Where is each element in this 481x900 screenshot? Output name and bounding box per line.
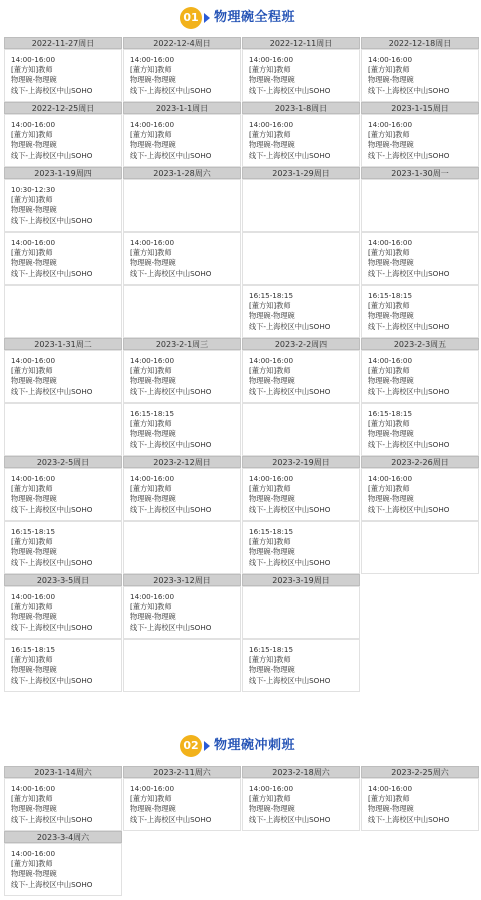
slot-course: 物理碗-物理碗: [249, 311, 295, 321]
empty-slot: [242, 179, 360, 232]
date-header: 2023-2-3周五: [361, 338, 479, 350]
slot-location: 线下-上海校区中山SOHO: [368, 321, 450, 331]
slot-details: [249, 474, 330, 515]
section-title-text: 物理碗冲刺班: [214, 738, 296, 753]
slot-course: 物理碗-物理碗: [249, 140, 295, 150]
class-slot: [242, 350, 360, 403]
slot-location: 线下-上海校区中山SOHO: [130, 268, 212, 278]
slot-course: 物理碗-物理碗: [11, 376, 57, 386]
class-slot: [4, 843, 122, 896]
class-slot: [361, 232, 479, 285]
slot-time: 16:15-18:15: [249, 645, 294, 654]
slot-time: 14:00-16:00: [11, 120, 56, 129]
slot-details: [368, 291, 449, 332]
slot-time: 14:00-16:00: [130, 120, 175, 129]
class-slot: [361, 778, 479, 831]
slot-course: 物理碗-物理碗: [249, 665, 295, 675]
slot-time: 16:15-18:15: [368, 291, 413, 300]
slot-course: 物理碗-物理碗: [11, 140, 57, 150]
slot-teacher: [董方知]教师: [130, 794, 172, 804]
slot-location: 线下-上海校区中山SOHO: [11, 150, 93, 160]
class-slot: [242, 49, 360, 102]
slot-teacher: [董方知]教师: [130, 248, 172, 258]
class-slot: [123, 586, 241, 639]
play-arrow-icon: [204, 741, 210, 751]
slot-location: 线下-上海校区中山SOHO: [11, 85, 93, 95]
date-header: 2023-1-15周日: [361, 102, 479, 114]
slot-teacher: [董方知]教师: [249, 484, 291, 494]
slot-details: [11, 849, 92, 890]
slot-teacher: [董方知]教师: [130, 419, 172, 429]
class-slot: [242, 521, 360, 574]
date-header: 2023-2-11周六: [123, 766, 241, 778]
date-header: 2022-12-4周日: [123, 37, 241, 49]
slot-location: 线下-上海校区中山SOHO: [130, 504, 212, 514]
class-slot: [242, 778, 360, 831]
slot-location: 线下-上海校区中山SOHO: [11, 879, 93, 889]
slot-course: 物理碗-物理碗: [130, 494, 176, 504]
class-slot: [242, 639, 360, 692]
empty-slot: [242, 232, 360, 285]
slot-course: 物理碗-物理碗: [368, 311, 414, 321]
slot-teacher: [董方知]教师: [130, 602, 172, 612]
slot-location: 线下-上海校区中山SOHO: [11, 215, 93, 225]
date-header: 2023-2-25周六: [361, 766, 479, 778]
slot-course: 物理碗-物理碗: [11, 665, 57, 675]
slot-location: 线下-上海校区中山SOHO: [249, 321, 331, 331]
slot-details: [11, 527, 92, 568]
slot-time: 14:00-16:00: [368, 784, 413, 793]
slot-details: [249, 527, 330, 568]
section-number-badge: 02: [180, 735, 202, 757]
slot-time: 14:00-16:00: [11, 238, 56, 247]
slot-location: 线下-上海校区中山SOHO: [11, 557, 93, 567]
class-slot: [4, 586, 122, 639]
slot-teacher: [董方知]教师: [249, 366, 291, 376]
date-header: 2023-3-12周日: [123, 574, 241, 586]
date-header: 2023-2-1周三: [123, 338, 241, 350]
class-slot: [4, 468, 122, 521]
slot-details: [130, 238, 211, 279]
class-slot: [361, 403, 479, 456]
slot-location: 线下-上海校区中山SOHO: [368, 386, 450, 396]
class-slot: [361, 285, 479, 338]
slot-details: [368, 356, 449, 397]
slot-time: 14:00-16:00: [130, 238, 175, 247]
slot-location: 线下-上海校区中山SOHO: [368, 150, 450, 160]
slot-time: 16:15-18:15: [11, 645, 56, 654]
slot-time: 14:00-16:00: [11, 55, 56, 64]
slot-course: 物理碗-物理碗: [11, 205, 57, 215]
date-header: 2023-1-29周日: [242, 167, 360, 179]
slot-course: 物理碗-物理碗: [130, 258, 176, 268]
empty-slot: [123, 285, 241, 338]
slot-details: [130, 55, 211, 96]
slot-time: 10:30-12:30: [11, 185, 56, 194]
slot-course: 物理碗-物理碗: [249, 547, 295, 557]
class-slot: [123, 350, 241, 403]
slot-details: [11, 238, 92, 279]
slot-course: 物理碗-物理碗: [368, 804, 414, 814]
class-slot: [4, 49, 122, 102]
slot-location: 线下-上海校区中山SOHO: [11, 675, 93, 685]
slot-course: 物理碗-物理碗: [130, 75, 176, 85]
slot-details: [368, 238, 449, 279]
date-header: 2022-11-27周日: [4, 37, 122, 49]
slot-teacher: [董方知]教师: [249, 655, 291, 665]
date-header: 2023-1-28周六: [123, 167, 241, 179]
slot-location: 线下-上海校区中山SOHO: [130, 814, 212, 824]
slot-teacher: [董方知]教师: [11, 859, 53, 869]
class-slot: [4, 232, 122, 285]
slot-course: 物理碗-物理碗: [11, 612, 57, 622]
date-header: 2023-2-26周日: [361, 456, 479, 468]
slot-location: 线下-上海校区中山SOHO: [249, 814, 331, 824]
slot-teacher: [董方知]教师: [130, 65, 172, 75]
slot-time: 14:00-16:00: [130, 474, 175, 483]
empty-slot: [4, 403, 122, 456]
date-header: 2023-2-12周日: [123, 456, 241, 468]
slot-course: 物理碗-物理碗: [368, 258, 414, 268]
date-header: 2023-2-18周六: [242, 766, 360, 778]
slot-time: 14:00-16:00: [11, 849, 56, 858]
class-slot: [242, 468, 360, 521]
slot-teacher: [董方知]教师: [368, 484, 410, 494]
slot-details: [11, 592, 92, 633]
class-slot: [123, 468, 241, 521]
slot-details: [368, 474, 449, 515]
date-header: 2022-12-11周日: [242, 37, 360, 49]
slot-location: 线下-上海校区中山SOHO: [130, 622, 212, 632]
slot-location: 线下-上海校区中山SOHO: [130, 386, 212, 396]
slot-details: [11, 645, 92, 686]
slot-details: [11, 55, 92, 96]
slot-details: [368, 409, 449, 450]
date-header: 2023-3-5周日: [4, 574, 122, 586]
slot-location: 线下-上海校区中山SOHO: [368, 268, 450, 278]
slot-teacher: [董方知]教师: [368, 366, 410, 376]
slot-details: [368, 784, 449, 825]
slot-time: 14:00-16:00: [249, 784, 294, 793]
slot-teacher: [董方知]教师: [368, 65, 410, 75]
slot-time: 14:00-16:00: [368, 55, 413, 64]
class-slot: [123, 49, 241, 102]
slot-teacher: [董方知]教师: [11, 366, 53, 376]
empty-slot: [242, 403, 360, 456]
empty-slot: [123, 639, 241, 692]
empty-slot: [361, 521, 479, 574]
slot-location: 线下-上海校区中山SOHO: [11, 814, 93, 824]
slot-teacher: [董方知]教师: [11, 65, 53, 75]
slot-details: [130, 592, 211, 633]
slot-time: 14:00-16:00: [249, 474, 294, 483]
slot-details: [249, 784, 330, 825]
slot-teacher: [董方知]教师: [249, 130, 291, 140]
date-header: 2023-2-5周日: [4, 456, 122, 468]
section-title: [0, 7, 481, 29]
slot-time: 14:00-16:00: [249, 356, 294, 365]
slot-time: 14:00-16:00: [11, 474, 56, 483]
slot-course: 物理碗-物理碗: [368, 140, 414, 150]
empty-slot: [361, 179, 479, 232]
slot-location: 线下-上海校区中山SOHO: [130, 150, 212, 160]
class-slot: [4, 350, 122, 403]
date-header: 2023-1-30周一: [361, 167, 479, 179]
slot-details: [249, 120, 330, 161]
slot-teacher: [董方知]教师: [249, 301, 291, 311]
slot-details: [130, 409, 211, 450]
slot-teacher: [董方知]教师: [249, 537, 291, 547]
slot-course: 物理碗-物理碗: [249, 494, 295, 504]
slot-location: 线下-上海校区中山SOHO: [368, 85, 450, 95]
slot-time: 16:15-18:15: [368, 409, 413, 418]
class-slot: [123, 403, 241, 456]
class-slot: [4, 778, 122, 831]
slot-course: 物理碗-物理碗: [130, 376, 176, 386]
slot-teacher: [董方知]教师: [11, 195, 53, 205]
slot-teacher: [董方知]教师: [11, 484, 53, 494]
slot-teacher: [董方知]教师: [11, 655, 53, 665]
slot-time: 14:00-16:00: [130, 784, 175, 793]
class-slot: [4, 179, 122, 232]
slot-details: [249, 55, 330, 96]
empty-slot: [242, 586, 360, 639]
slot-details: [11, 474, 92, 515]
class-slot: [123, 778, 241, 831]
slot-course: 物理碗-物理碗: [130, 429, 176, 439]
slot-teacher: [董方知]教师: [11, 794, 53, 804]
slot-time: 14:00-16:00: [11, 592, 56, 601]
date-header: 2023-1-14周六: [4, 766, 122, 778]
slot-time: 14:00-16:00: [249, 55, 294, 64]
date-header: 2023-2-2周四: [242, 338, 360, 350]
class-slot: [242, 285, 360, 338]
slot-teacher: [董方知]教师: [11, 537, 53, 547]
slot-time: 16:15-18:15: [249, 527, 294, 536]
date-header: 2023-2-19周日: [242, 456, 360, 468]
section-title-text: 物理碗全程班: [214, 10, 296, 25]
slot-location: 线下-上海校区中山SOHO: [11, 386, 93, 396]
slot-course: 物理碗-物理碗: [249, 376, 295, 386]
section-number-badge: 01: [180, 7, 202, 29]
slot-time: 16:15-18:15: [11, 527, 56, 536]
empty-slot: [123, 179, 241, 232]
class-slot: [361, 114, 479, 167]
slot-course: 物理碗-物理碗: [368, 75, 414, 85]
slot-time: 16:15-18:15: [249, 291, 294, 300]
slot-time: 16:15-18:15: [130, 409, 175, 418]
play-arrow-icon: [204, 13, 210, 23]
slot-course: 物理碗-物理碗: [11, 494, 57, 504]
class-slot: [361, 468, 479, 521]
slot-teacher: [董方知]教师: [11, 602, 53, 612]
class-slot: [242, 114, 360, 167]
slot-course: 物理碗-物理碗: [130, 804, 176, 814]
class-slot: [4, 639, 122, 692]
slot-location: 线下-上海校区中山SOHO: [249, 85, 331, 95]
slot-time: 14:00-16:00: [368, 474, 413, 483]
slot-course: 物理碗-物理碗: [368, 376, 414, 386]
slot-details: [130, 356, 211, 397]
slot-course: 物理碗-物理碗: [249, 804, 295, 814]
slot-course: 物理碗-物理碗: [130, 612, 176, 622]
slot-course: 物理碗-物理碗: [368, 494, 414, 504]
slot-time: 14:00-16:00: [130, 356, 175, 365]
slot-location: 线下-上海校区中山SOHO: [11, 268, 93, 278]
slot-details: [11, 120, 92, 161]
slot-teacher: [董方知]教师: [368, 794, 410, 804]
slot-details: [368, 55, 449, 96]
slot-course: 物理碗-物理碗: [11, 804, 57, 814]
slot-teacher: [董方知]教师: [368, 130, 410, 140]
slot-location: 线下-上海校区中山SOHO: [11, 622, 93, 632]
slot-details: [249, 291, 330, 332]
slot-details: [130, 474, 211, 515]
slot-time: 14:00-16:00: [11, 784, 56, 793]
slot-course: 物理碗-物理碗: [130, 140, 176, 150]
slot-teacher: [董方知]教师: [11, 130, 53, 140]
date-header: 2023-1-1周日: [123, 102, 241, 114]
slot-course: 物理碗-物理碗: [249, 75, 295, 85]
class-slot: [4, 521, 122, 574]
slot-time: 14:00-16:00: [11, 356, 56, 365]
slot-course: 物理碗-物理碗: [368, 429, 414, 439]
slot-location: 线下-上海校区中山SOHO: [249, 150, 331, 160]
slot-time: 14:00-16:00: [368, 356, 413, 365]
section-title: [0, 735, 481, 757]
slot-time: 14:00-16:00: [130, 592, 175, 601]
date-header: 2023-3-4周六: [4, 831, 122, 843]
slot-location: 线下-上海校区中山SOHO: [130, 85, 212, 95]
slot-time: 14:00-16:00: [249, 120, 294, 129]
slot-location: 线下-上海校区中山SOHO: [249, 557, 331, 567]
slot-location: 线下-上海校区中山SOHO: [130, 439, 212, 449]
slot-teacher: [董方知]教师: [249, 65, 291, 75]
empty-slot: [4, 285, 122, 338]
slot-location: 线下-上海校区中山SOHO: [368, 439, 450, 449]
slot-details: [249, 356, 330, 397]
slot-location: 线下-上海校区中山SOHO: [249, 675, 331, 685]
slot-details: [11, 784, 92, 825]
slot-teacher: [董方知]教师: [130, 366, 172, 376]
slot-location: 线下-上海校区中山SOHO: [249, 504, 331, 514]
slot-details: [130, 120, 211, 161]
slot-teacher: [董方知]教师: [11, 248, 53, 258]
class-slot: [361, 350, 479, 403]
class-slot: [361, 49, 479, 102]
slot-details: [11, 356, 92, 397]
date-header: 2022-12-18周日: [361, 37, 479, 49]
slot-course: 物理碗-物理碗: [11, 869, 57, 879]
slot-teacher: [董方知]教师: [368, 419, 410, 429]
slot-course: 物理碗-物理碗: [11, 547, 57, 557]
date-header: 2023-1-19周四: [4, 167, 122, 179]
slot-teacher: [董方知]教师: [249, 794, 291, 804]
empty-slot: [123, 521, 241, 574]
slot-time: 14:00-16:00: [368, 238, 413, 247]
slot-time: 14:00-16:00: [368, 120, 413, 129]
slot-location: 线下-上海校区中山SOHO: [11, 504, 93, 514]
slot-time: 14:00-16:00: [130, 55, 175, 64]
class-slot: [4, 114, 122, 167]
class-slot: [123, 232, 241, 285]
date-header: 2023-1-8周日: [242, 102, 360, 114]
slot-details: [11, 185, 92, 226]
slot-details: [130, 784, 211, 825]
slot-teacher: [董方知]教师: [368, 301, 410, 311]
slot-teacher: [董方知]教师: [368, 248, 410, 258]
slot-teacher: [董方知]教师: [130, 130, 172, 140]
slot-location: 线下-上海校区中山SOHO: [368, 504, 450, 514]
slot-course: 物理碗-物理碗: [11, 258, 57, 268]
slot-details: [368, 120, 449, 161]
slot-teacher: [董方知]教师: [130, 484, 172, 494]
date-header: 2023-3-19周日: [242, 574, 360, 586]
slot-course: 物理碗-物理碗: [11, 75, 57, 85]
date-header: 2022-12-25周日: [4, 102, 122, 114]
slot-location: 线下-上海校区中山SOHO: [368, 814, 450, 824]
class-slot: [123, 114, 241, 167]
slot-location: 线下-上海校区中山SOHO: [249, 386, 331, 396]
slot-details: [249, 645, 330, 686]
date-header: 2023-1-31周二: [4, 338, 122, 350]
